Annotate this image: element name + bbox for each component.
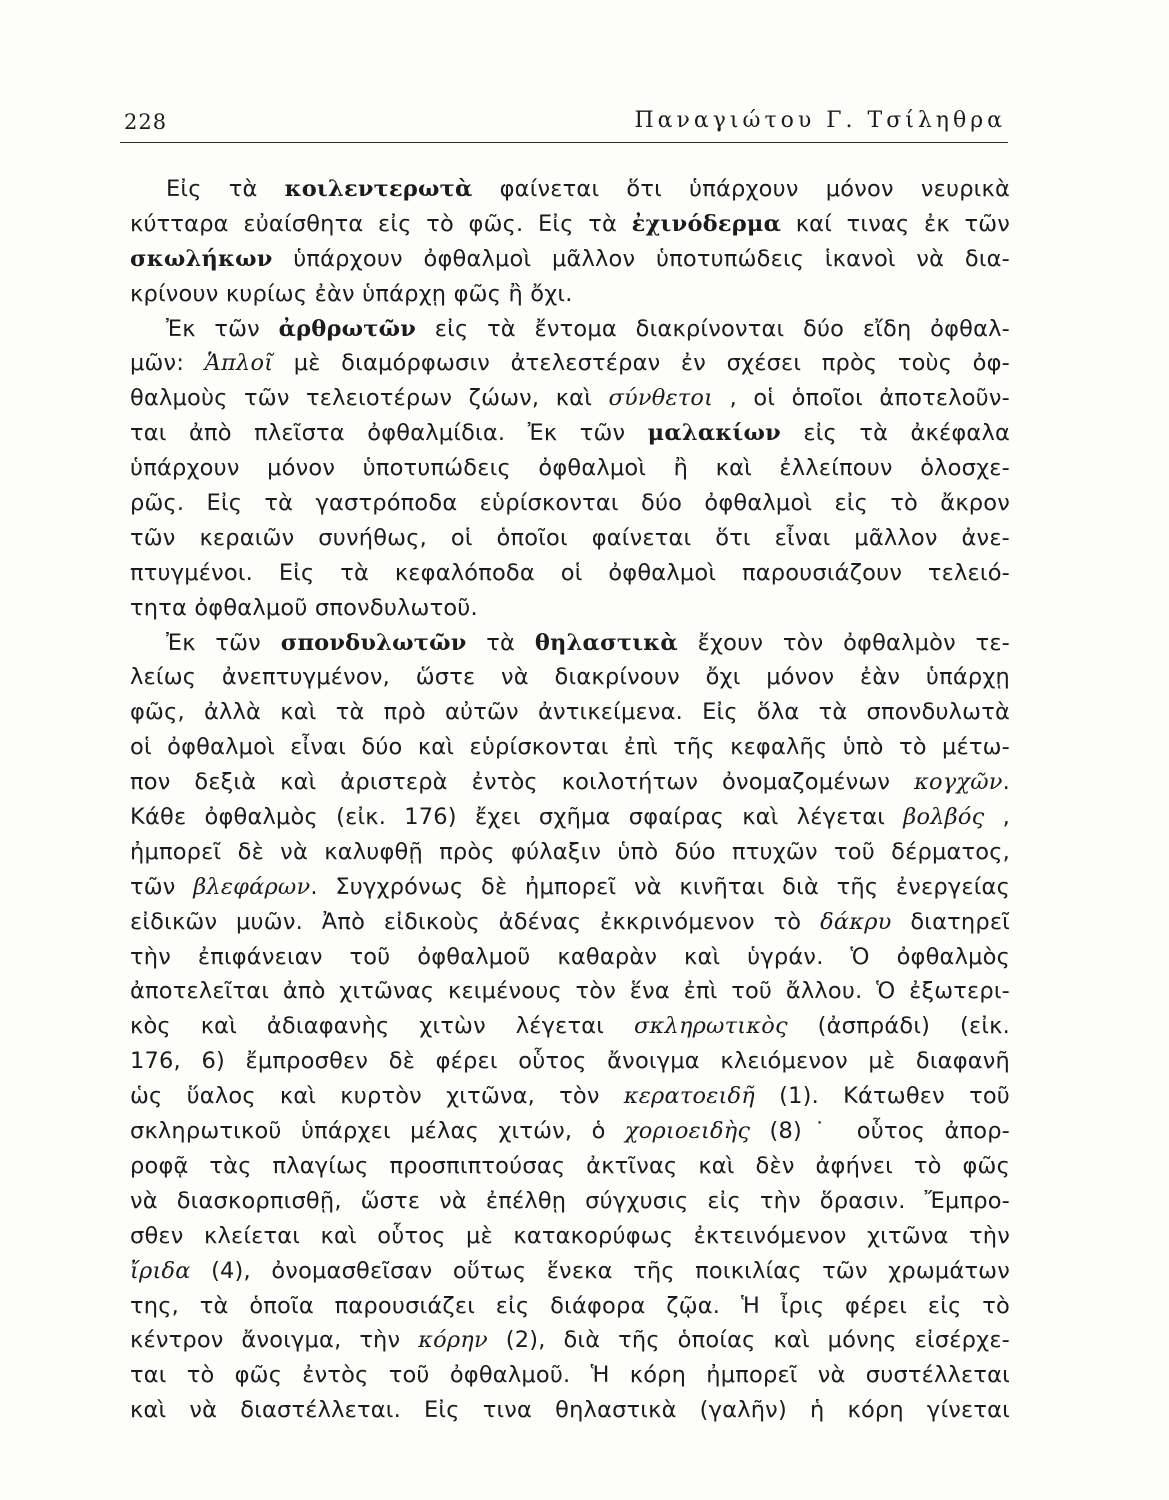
text-line <box>130 1323 1010 1358</box>
page-number: 228 <box>124 110 168 134</box>
text-run: ἔχουν τὸν ὀφθαλμὸν τε- <box>677 629 1010 656</box>
italic-term: χοριοειδὴς <box>624 1118 751 1145</box>
text-run: 176, 6) ἔμπροσθεν δὲ φέρει οὗτος ἄνοιγμα κλειόμενον μὲ διαφανῆ <box>130 1048 1010 1075</box>
text-run: , <box>984 804 1010 831</box>
running-head <box>120 102 1008 143</box>
text-line <box>130 242 1010 277</box>
bold-term: μαλακίων <box>647 420 781 447</box>
text-run: ται ἀπὸ πλεῖστα ὀφθαλμίδια. Ἐκ τῶν <box>130 420 648 447</box>
text-run: (8)˙ οὗτος ἀπορ- <box>750 1118 1010 1145</box>
text-run: διατηρεῖ <box>891 908 1010 935</box>
text-run: Ἐκ τῶν <box>166 629 281 656</box>
text-line <box>130 277 1010 312</box>
text-line <box>130 974 1010 1009</box>
text-run: ροφᾷ τὰς πλαγίως προσπιπτούσας ἀκτῖνας καὶ δὲν ἀφήνει τὸ φῶς <box>130 1152 1010 1179</box>
text-run: της, τὰ ὁποῖα παρουσιάζει εἰς διάφορα ζῷα. Ἡ ἶρις φέρει εἰς τὸ <box>130 1292 1010 1319</box>
running-title: Παναγιώτου Γ. Τσίληθρα <box>634 108 1006 133</box>
italic-term: κερατοειδῆ <box>623 1083 755 1110</box>
bold-term: ἀρθρωτῶν <box>278 315 417 342</box>
text-run: ἠμπορεῖ δὲ νὰ καλυφθῇ πρὸς φύλαξιν ὑπὸ δύο πτυχῶν τοῦ δέρματος, <box>130 838 1010 865</box>
italic-term: σύνθετοι <box>608 385 714 412</box>
text-run: μὲ διαμόρφωσιν ἀτελεστέραν ἐν σχέσει πρὸς τοὺς ὀφ- <box>273 350 1010 377</box>
text-line <box>130 1114 1010 1149</box>
text-line <box>130 1079 1010 1114</box>
italic-term: κογχῶν <box>914 769 1003 796</box>
text-line <box>130 626 1010 661</box>
text-run: τῶν <box>130 873 194 900</box>
text-run: ται τὸ φῶς ἐντὸς τοῦ ὀφθαλμοῦ. Ἡ κόρη ἠμπορεῖ νὰ συστέλλεται <box>130 1362 1010 1389</box>
italic-term: ἴριδα <box>130 1257 191 1284</box>
text-line <box>130 1289 1010 1324</box>
text-run: φαίνεται ὅτι ὑπάρχουν μόνον νευρικὰ <box>472 176 1010 202</box>
text-run: τὴν ἐπιφάνειαν τοῦ ὀφθαλμοῦ καθαρὰν καὶ ὑγράν. Ὁ ὀφθαλμὸς <box>130 943 1010 970</box>
text-line <box>130 800 1010 835</box>
text-line <box>130 1184 1010 1219</box>
italic-term: σκληρωτικὸς <box>633 1013 788 1040</box>
bold-term: ἐχινόδερμα <box>631 210 782 237</box>
text-line <box>130 1219 1010 1254</box>
text-run: ρῶς. Εἰς τὰ γαστρόποδα εὑρίσκονται δύο ὀφθαλμοὶ εἰς τὸ ἄκρον <box>130 490 1010 517</box>
text-line <box>130 660 1010 695</box>
text-line <box>130 207 1010 242</box>
text-run: . Συγχρόνως δὲ ἠμπορεῖ νὰ κινῆται διὰ τῆς ἐνεργείας <box>310 873 1010 900</box>
text-run: μῶν: <box>130 350 205 377</box>
text-run: κέντρον ἄνοιγμα, τὴν <box>130 1327 419 1354</box>
text-run: κύτταρα εὐαίσθητα εἰς τὸ φῶς. Εἰς τὰ <box>130 210 632 237</box>
text-run: ὑπάρχουν ὀφθαλμοὶ μᾶλλον ὑποτυπώδεις ἱκανοὶ νὰ δια- <box>272 245 1010 272</box>
text-run: καὶ νὰ διαστέλλεται. Εἰς τινα θηλαστικὰ (γαλῆν) ἡ κόρη γίνεται <box>130 1397 1010 1424</box>
text-line <box>130 591 1010 626</box>
text-run: ὡς ὕαλος καὶ κυρτὸν χιτῶνα, τὸν <box>130 1083 624 1110</box>
text-line <box>130 451 1010 486</box>
text-run: κρίνουν κυρίως ἐὰν ὑπάρχῃ φῶς ἢ ὄχι. <box>130 280 573 307</box>
text-line <box>130 172 1010 207</box>
text-run: πτυγμένοι. Εἰς τὰ κεφαλόποδα οἱ ὀφθαλμοὶ παρουσιάζουν τελειό- <box>130 559 1010 586</box>
text-run: λείως ἀνεπτυγμένον, ὥστε νὰ διακρίνουν ὄχι μόνον ἐὰν ὑπάρχῃ <box>130 664 1010 691</box>
text-line <box>130 1393 1010 1428</box>
text-line <box>130 486 1010 521</box>
text-line <box>130 521 1010 556</box>
text-run: ἀποτελεῖται ἀπὸ χιτῶνας κειμένους τὸν ἕνα ἐπὶ τοῦ ἄλλου. Ὁ ἐξωτερι- <box>130 978 1010 1005</box>
italic-term: βολβός <box>903 804 985 831</box>
text-line <box>130 765 1010 800</box>
text-run: τητα ὀφθαλμοῦ σπονδυλωτοῦ. <box>130 594 478 621</box>
bold-term: θηλαστικὰ <box>534 629 678 656</box>
italic-term: βλεφάρων <box>193 873 311 900</box>
text-run: (2), διὰ τῆς ὁποίας καὶ μόνης εἰσέρχε- <box>487 1327 1010 1354</box>
bold-term: σπονδυλωτῶν <box>280 629 467 656</box>
text-line <box>130 381 1010 416</box>
text-run: , οἱ ὁποῖοι ἀποτελοῦν- <box>713 385 1010 412</box>
italic-term: Ἁπλοῖ <box>204 350 274 377</box>
italic-term: δάκρυ <box>820 908 892 935</box>
text-run: Εἰς τὰ <box>166 176 285 202</box>
text-run: θαλμοὺς τῶν τελειοτέρων ζώων, καὶ <box>130 385 609 412</box>
italic-term: κόρην <box>418 1327 488 1354</box>
text-run: Κάθε ὀφθαλμὸς (εἰκ. 176) ἔχει σχῆμα σφαίρας καὶ λέγεται <box>130 804 904 831</box>
bold-term: κοιλεντερωτὰ <box>284 176 473 202</box>
text-line <box>130 346 1010 381</box>
body-text <box>130 172 1010 1428</box>
text-run: εἰς τὰ ἔντομα διακρίνονται δύο εἴδη ὀφθαλ- <box>416 315 1010 342</box>
text-run: Ἐκ τῶν <box>166 315 279 342</box>
text-run: σκληρωτικοῦ ὑπάρχει μέλας χιτών, ὁ <box>130 1118 625 1145</box>
text-run: νὰ διασκορπισθῇ, ὥστε νὰ ἐπέλθῃ σύγχυσις εἰς τὴν ὅρασιν. Ἔμπρο- <box>130 1187 1010 1214</box>
text-run: (1). Κάτωθεν τοῦ <box>754 1083 1010 1110</box>
text-line <box>130 416 1010 451</box>
text-run: εἰδικῶν μυῶν. Ἀπὸ εἰδικοὺς ἀδένας ἐκκρινόμενον τὸ <box>130 908 821 935</box>
text-line <box>130 695 1010 730</box>
text-line <box>130 312 1010 347</box>
text-run: εἰς τὰ ἀκέφαλα <box>780 420 1010 447</box>
text-line <box>130 1358 1010 1393</box>
text-line <box>130 1254 1010 1289</box>
text-run: οἱ ὀφθαλμοὶ εἶναι δύο καὶ εὑρίσκονται ἐπὶ τῆς κεφαλῆς ὑπὸ τὸ μέτω- <box>130 734 1010 761</box>
text-run: . <box>1002 769 1010 796</box>
text-line <box>130 905 1010 940</box>
text-run: καί τινας ἐκ τῶν <box>781 210 1010 237</box>
text-run: (4), ὀνομασθεῖσαν οὕτως ἕνεκα τῆς ποικιλίας τῶν χρωμάτων <box>190 1257 1010 1284</box>
text-run: σθεν κλείεται καὶ οὗτος μὲ κατακορύφως ἐκτεινόμενον χιτῶνα τὴν <box>130 1222 1010 1249</box>
text-run: τῶν κεραιῶν συνήθως, οἱ ὁποῖοι φαίνεται ὅτι εἶναι μᾶλλον ἀνε- <box>130 524 1010 551</box>
text-line <box>130 1044 1010 1079</box>
text-run: τὰ <box>466 629 535 656</box>
text-line <box>130 556 1010 591</box>
text-run: πον δεξιὰ καὶ ἀριστερὰ ἐντὸς κοιλοτήτων ὀνομαζομένων <box>130 769 915 796</box>
text-line <box>130 1149 1010 1184</box>
text-line <box>130 870 1010 905</box>
text-line <box>130 730 1010 765</box>
text-line <box>130 940 1010 975</box>
text-line <box>130 835 1010 870</box>
text-line <box>130 1009 1010 1044</box>
text-run: (ἀσπράδι) (εἰκ. <box>787 1013 1010 1040</box>
bold-term: σκωλήκων <box>130 245 273 272</box>
text-run: φῶς, ἀλλὰ καὶ τὰ πρὸ αὐτῶν ἀντικείμενα. Εἰς ὅλα τὰ σπονδυλωτὰ <box>130 699 1010 726</box>
text-run: κὸς καὶ ἀδιαφανὴς χιτὼν λέγεται <box>130 1013 634 1040</box>
text-run: ὑπάρχουν μόνον ὑποτυπώδεις ὀφθαλμοὶ ἢ καὶ ἐλλείπουν ὁλοσχε- <box>130 455 1010 482</box>
